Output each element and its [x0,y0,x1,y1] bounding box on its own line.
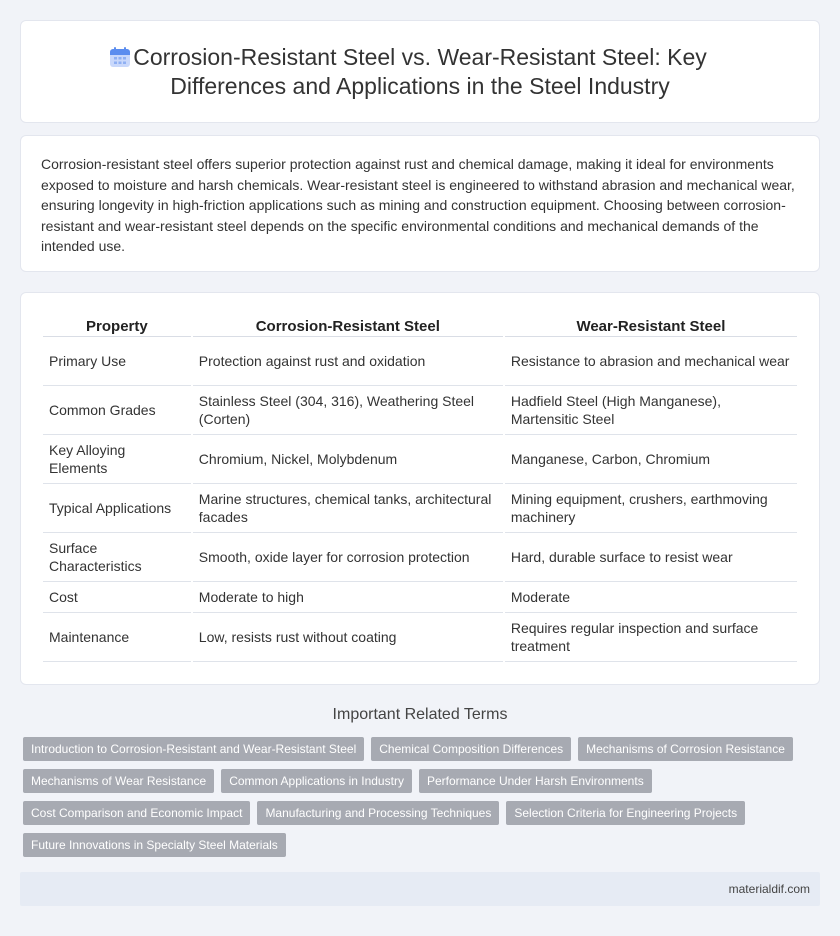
table-cell: Primary Use [43,337,191,386]
table-cell: Smooth, oxide layer for corrosion protection [193,533,503,582]
table-cell: Resistance to abrasion and mechanical wear [505,337,797,386]
header-property: Property [43,313,191,337]
table-cell: Moderate to high [193,582,503,613]
related-term-tag[interactable]: Introduction to Corrosion-Resistant and Wear-Resistant Steel [23,737,364,761]
table-row [43,613,797,662]
related-terms-title: Important Related Terms [332,706,508,723]
table-row [43,435,797,484]
table-cell: Protection against rust and oxidation [193,337,503,386]
table-row [43,337,797,386]
table-cell: Hadfield Steel (High Manganese), Martensitic Steel [505,386,797,435]
table-cell: Manganese, Carbon, Chromium [505,435,797,484]
table-cell: Marine structures, chemical tanks, architectural facades [193,484,503,533]
table-row [43,484,797,533]
footer-site-link[interactable]: materialdif.com [728,882,810,896]
header-wear-resistant: Wear-Resistant Steel [505,313,797,337]
related-term-tag[interactable]: Selection Criteria for Engineering Projects [506,801,745,825]
related-term-tag[interactable]: Mechanisms of Corrosion Resistance [578,737,793,761]
intro-paragraph: Corrosion-resistant steel offers superior protection against rust and chemical damage, making it ideal for environments exposed to moisture and harsh chemicals. Wear-resistant steel is engineered to withstand abrasion and mechanical wear, ensuring longevity in high-friction applications such as mining and construction equipment. Choosing between corrosion-resistant and wear-resistant steel depends on the specific environmental conditions and mechanical demands of the intended use. [41,156,795,254]
related-terms-list [23,737,803,857]
table-cell: Stainless Steel (304, 316), Weathering Steel (Corten) [193,386,503,435]
table-cell: Surface Characteristics [43,533,191,582]
table-cell: Key Alloying Elements [43,435,191,484]
table-cell: Mining equipment, crushers, earthmoving machinery [505,484,797,533]
footer [20,872,820,906]
related-term-tag[interactable]: Future Innovations in Specialty Steel Materials [23,833,286,857]
table-cell: Chromium, Nickel, Molybdenum [193,435,503,484]
related-term-tag[interactable]: Mechanisms of Wear Resistance [23,769,214,793]
table-cell: Requires regular inspection and surface treatment [505,613,797,662]
related-term-tag[interactable]: Performance Under Harsh Environments [419,769,652,793]
header-corrosion-resistant: Corrosion-Resistant Steel [193,313,503,337]
table-row [43,386,797,435]
comparison-table-card [20,292,820,685]
table-row [43,533,797,582]
related-term-tag[interactable]: Cost Comparison and Economic Impact [23,801,250,825]
table-cell: Low, resists rust without coating [193,613,503,662]
table-header-row [43,313,797,337]
table-row [43,582,797,613]
table-cell: Maintenance [43,613,191,662]
table-cell: Hard, durable surface to resist wear [505,533,797,582]
page-title: Corrosion-Resistant Steel vs. Wear-Resistant Steel: Key Differences and Applications in the Steel Industry [133,44,707,99]
table-cell: Typical Applications [43,484,191,533]
table-cell: Common Grades [43,386,191,435]
related-term-tag[interactable]: Common Applications in Industry [221,769,412,793]
table-cell: Moderate [505,582,797,613]
related-term-tag[interactable]: Manufacturing and Processing Techniques [257,801,499,825]
comparison-table [41,313,799,662]
related-term-tag[interactable]: Chemical Composition Differences [371,737,571,761]
header-card [20,20,820,123]
intro-card [20,135,820,272]
table-cell: Cost [43,582,191,613]
